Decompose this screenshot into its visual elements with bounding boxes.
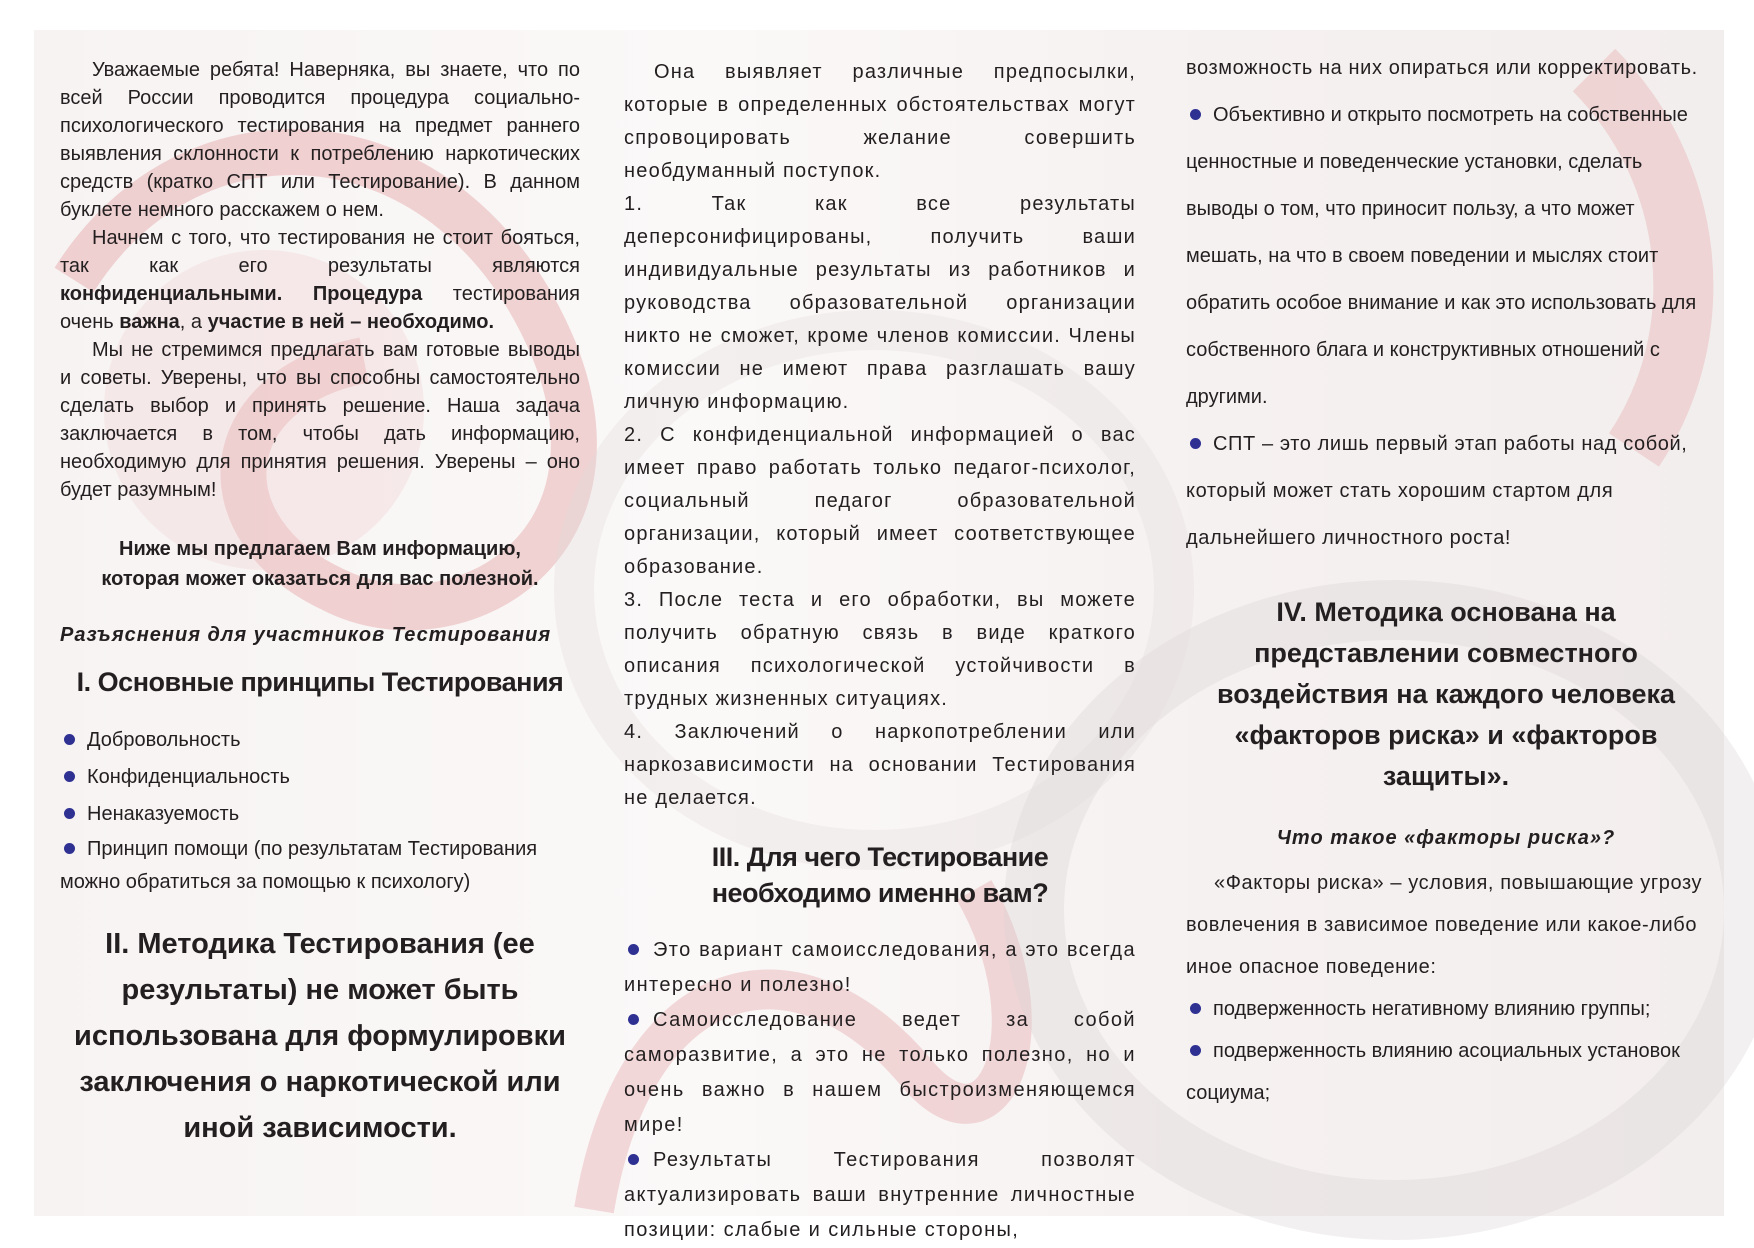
- list-item: [60, 796, 580, 833]
- column-2: [624, 56, 1136, 1248]
- benefit-text: СПТ – это лишь первый этап работы над собой, который может стать хорошим стартом для дальнейшего личностного роста!: [1186, 433, 1688, 549]
- point-item: 2. С конфиденциальной информацией о вас имеет право работать только педагог-психолог, социальный педагог образовательной организации, который имеет соответствующее образование.: [624, 424, 1136, 578]
- brochure-sheet: [34, 30, 1724, 1241]
- p2-text-c: тестирования очень: [60, 283, 580, 333]
- list-item: [1186, 988, 1706, 1030]
- heading-principles: I. Основные принципы Тестирования: [76, 667, 564, 697]
- heading-factors: IV. Методика основана на представлении совместного воздействия на каждого человека «факторов риска» и «факторов защиты».: [1216, 597, 1676, 791]
- reason-text: Самоисследование ведет за собой саморазвитие, а это не только полезно, но и очень важно в нашем быстроизменяющемся мире!: [624, 1009, 1136, 1136]
- list-item: [1186, 1030, 1706, 1114]
- p2-bold-d: важна: [119, 311, 180, 333]
- p2-text-e: , а: [179, 311, 208, 333]
- benefit-text: Объективно и открыто посмотреть на собственные ценностные и поведенческие установки, сделать выводы о том, что приносит пользу, а что может мешать, на что в своем поведении и мыслях стоит обратить особое внимание и как это использовать для собственного блага и конструктивных отношений с другими.: [1186, 104, 1697, 408]
- risk-definition: «Факторы риска» – условия, повышающие угрозу вовлечения в зависимое поведение или какое-либо иное опасное поведение:: [1186, 872, 1703, 978]
- p2-bold-b: конфиденциальными. Процедура: [60, 283, 423, 305]
- reasons-list: [624, 933, 1136, 1248]
- bullet-icon: [64, 808, 75, 819]
- bullet-icon: [1190, 438, 1201, 449]
- principles-list: [60, 722, 580, 899]
- point-item: 1. Так как все результаты деперсонифицированы, получить ваши индивидуальные результаты из работников и руководства образовательной организации никто не сможет, кроме членов комиссии. Члены комиссии не имеют права разглашать вашу личную информацию.: [624, 193, 1136, 413]
- bullet-icon: [628, 1154, 639, 1165]
- list-item: [1186, 92, 1706, 421]
- list-item: [624, 1143, 1136, 1248]
- heading-method: II. Методика Тестирования (ее результаты) не может быть использована для формулировки заключения о наркотической или иной зависимости.: [74, 928, 566, 1144]
- advice-paragraph: Мы не стремимся предлагать вам готовые выводы и советы. Уверены, что вы способны самостоятельно сделать выбор и принять решение. Наша задача заключается в том, чтобы дать информацию, необходимую для принятия решения. Уверены – оно будет разумным!: [60, 339, 580, 501]
- principle-text: Конфиденциальность: [87, 766, 290, 788]
- principle-text: Добровольность: [87, 729, 241, 751]
- benefits-list: [1186, 92, 1706, 562]
- bullet-icon: [64, 734, 75, 745]
- point-item: 3. После теста и его обработки, вы можете получить обратную связь в виде краткого описания психологической устойчивости в трудных жизненных ситуациях.: [624, 589, 1136, 710]
- p2-bold-f: участие в ней – необходимо.: [207, 311, 495, 333]
- risk-text: подверженность влиянию асоциальных установок социума;: [1186, 1040, 1680, 1104]
- intro-paragraph: Уважаемые ребята! Наверняка, вы знаете, что по всей России проводится процедура социально-психологического тестирования на предмет раннего выявления склонности к потреблению наркотических средств (кратко СПТ или Тестирование). В данном буклете немного расскажем о нем.: [60, 59, 580, 221]
- bullet-icon: [628, 1014, 639, 1025]
- principle-text: Ненаказуемость: [87, 803, 240, 825]
- bullet-icon: [64, 771, 75, 782]
- risk-text: подверженность негативному влиянию группы;: [1213, 998, 1651, 1020]
- reason-text: Результаты Тестирования позволят актуализировать ваши внутренние личностные позиции: слабые и сильные стороны,: [624, 1149, 1136, 1241]
- bullet-icon: [628, 944, 639, 955]
- continuation-text: возможность на них опираться или корректировать.: [1186, 57, 1698, 79]
- p2-text-a: Начнем с того, что тестирования не стоит бояться, так как его результаты являются: [60, 227, 580, 277]
- list-item: [60, 759, 580, 796]
- principle-text: Принцип помощи (по результатам Тестирования можно обратиться за помощью к психологу): [60, 838, 538, 893]
- bullet-icon: [1190, 1045, 1201, 1056]
- bullet-icon: [1190, 109, 1201, 120]
- offer-text: Ниже мы предлагаем Вам информацию, которая может оказаться для вас полезной.: [101, 538, 539, 590]
- list-item: [624, 1003, 1136, 1143]
- risk-question: Что такое «факторы риска»?: [1276, 827, 1616, 849]
- reason-text: Это вариант самоисследования, а это всегда интересно и полезно!: [624, 939, 1136, 996]
- list-item: [624, 933, 1136, 1003]
- method-intro: Она выявляет различные предпосылки, которые в определенных обстоятельствах могут спровоцировать желание совершить необдуманный поступок.: [624, 61, 1136, 182]
- bullet-icon: [64, 843, 75, 854]
- heading-why: III. Для чего Тестирование необходимо именно вам?: [711, 842, 1049, 908]
- column-1: [60, 56, 580, 1151]
- list-item: [1186, 421, 1706, 562]
- bullet-icon: [1190, 1003, 1201, 1014]
- explanations-title: Разъяснения для участников Тестирования: [60, 624, 552, 646]
- point-item: 4. Заключений о наркопотреблении или наркозависимости на основании Тестирования не делается.: [624, 721, 1136, 809]
- list-item: [60, 833, 580, 899]
- list-item: [60, 722, 580, 759]
- risk-list: [1186, 988, 1706, 1114]
- confidential-paragraph: [60, 224, 580, 336]
- column-3: [1186, 56, 1706, 1114]
